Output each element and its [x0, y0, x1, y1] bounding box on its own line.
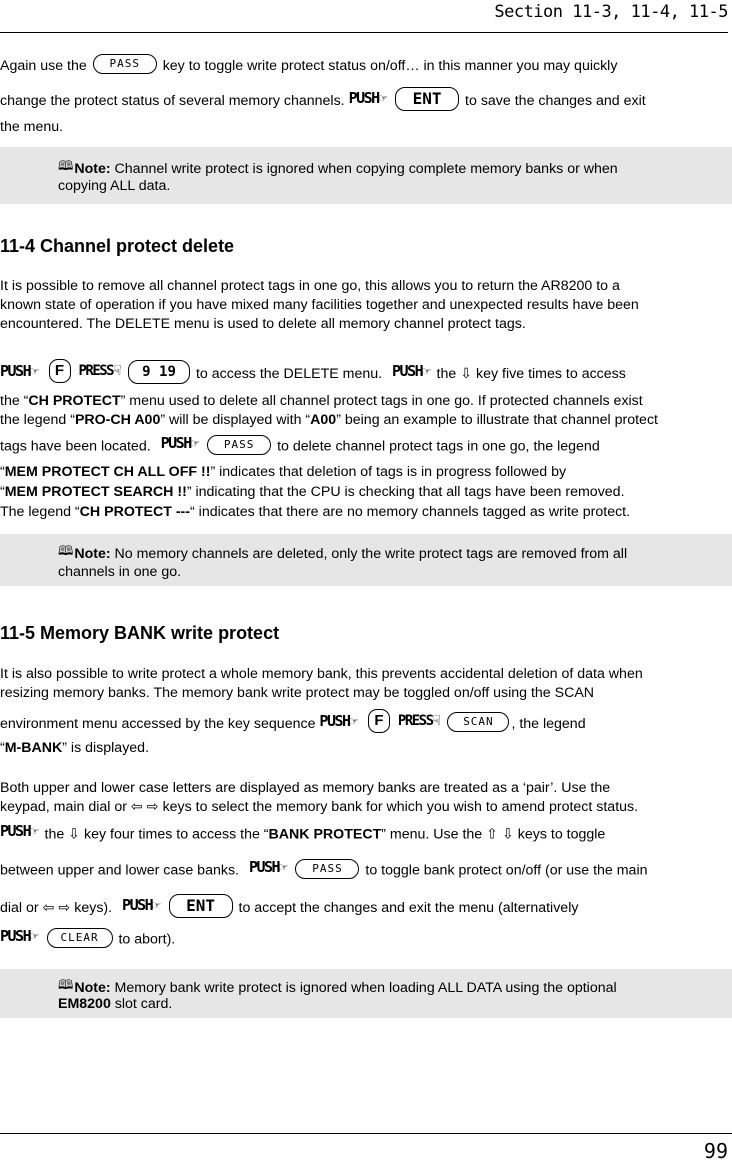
- press-icon: PRESS☟: [397, 713, 440, 729]
- push-icon: PUSH☞: [0, 822, 39, 840]
- intro-line-2: change the protect status of several memory channels. PUSH☞ ENT to save the changes and exit: [0, 89, 646, 113]
- push-icon: PUSH☞: [392, 361, 431, 380]
- f-key-icon: F: [49, 359, 71, 383]
- scan-key-icon: SCAN: [447, 712, 509, 732]
- push-icon: PUSH☞: [160, 434, 200, 452]
- nine-key-icon: 9 19: [128, 360, 190, 384]
- delete-menu-sequence: PUSH☞ F PRESS☟ 9 19 to access the DELETE menu. PUSH☞ the ⇩ key five times to access: [0, 362, 626, 386]
- press-icon: PRESS☟: [78, 363, 121, 379]
- section-11-4-heading: 11-4 Channel protect delete: [0, 236, 235, 256]
- f-key-icon: F: [368, 709, 390, 733]
- note-box-1: 🕮Note: Channel write protect is ignored when copying complete memory banks or when copying ALL data.: [0, 147, 732, 204]
- note-book-icon: 🕮: [58, 543, 74, 558]
- footer-rule: [0, 1133, 732, 1134]
- push-icon: PUSH☞: [122, 895, 161, 914]
- push-icon: PUSH☞: [348, 88, 388, 107]
- intro-line-3: the menu.: [0, 119, 64, 135]
- header-rule: [0, 32, 728, 33]
- note-book-icon: 🕮: [58, 158, 74, 173]
- pass-key-icon: PASS: [295, 859, 359, 879]
- push-icon: PUSH☞: [248, 858, 288, 876]
- ent-key-icon: ENT: [169, 894, 233, 918]
- note-box-3: 🕮Note: Memory bank write protect is ignored when loading ALL DATA using the optional EM8200 slot card.: [0, 969, 732, 1018]
- clear-key-icon: CLEAR: [47, 928, 113, 948]
- pass-key-icon: PASS: [93, 54, 157, 74]
- section-title: Section 11-3, 11-4, 11-5: [494, 2, 728, 22]
- ent-key-icon: ENT: [395, 87, 459, 111]
- page-header: [0, 0, 728, 32]
- scan-menu-sequence: environment menu accessed by the key sequence PUSH☞ F PRESS☟ SCAN , the legend: [0, 712, 586, 736]
- note-book-icon: 🕮: [58, 977, 74, 992]
- intro-line-1: Again use the PASS key to toggle write protect status on/off… in this manner you may quickly: [0, 56, 617, 76]
- note-box-2: 🕮Note: No memory channels are deleted, only the write protect tags are removed from all channels in one go.: [0, 534, 732, 586]
- push-icon: PUSH☞: [319, 711, 358, 730]
- push-icon: PUSH☞: [0, 361, 39, 380]
- section-11-5-heading: 11-5 Memory BANK write protect: [0, 623, 280, 643]
- page-number: 99: [703, 1139, 728, 1163]
- push-icon: PUSH☞: [0, 927, 39, 945]
- pass-key-icon: PASS: [207, 435, 271, 455]
